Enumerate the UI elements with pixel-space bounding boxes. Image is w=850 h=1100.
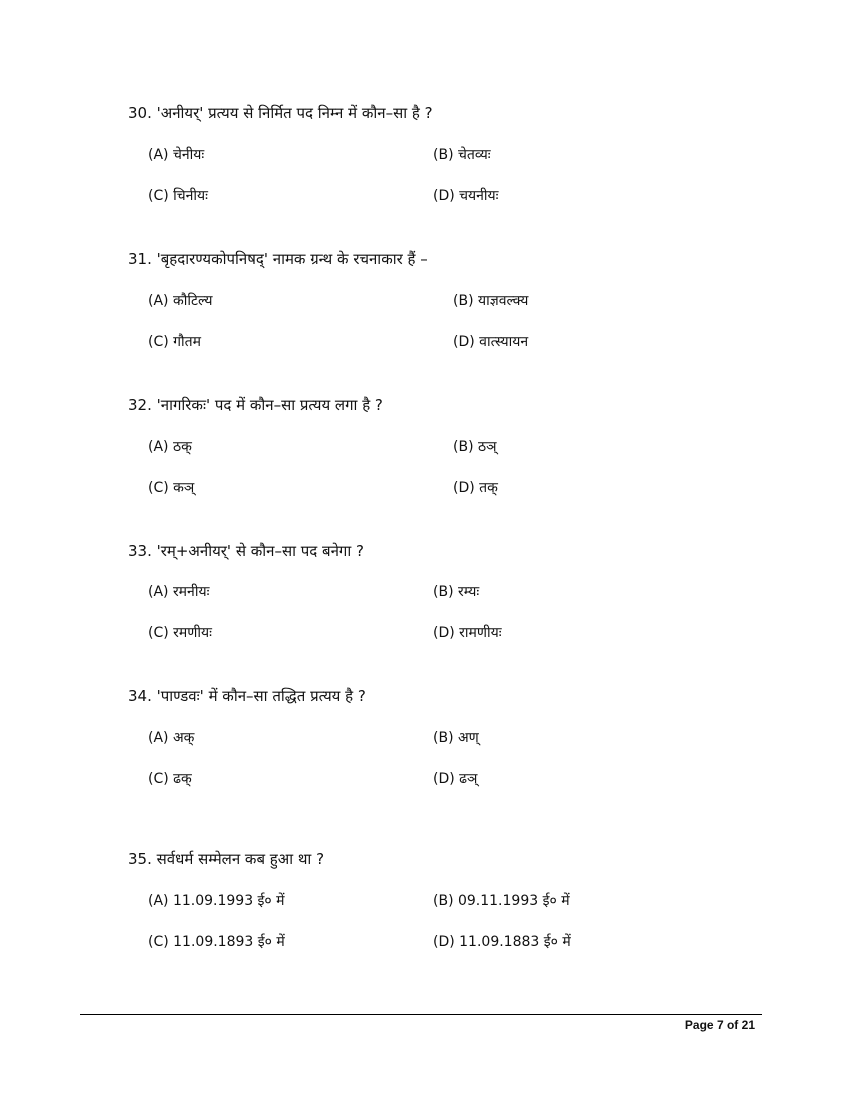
- page-label: Page: [684, 1018, 714, 1032]
- option-d: (D) तक्: [453, 480, 498, 496]
- option-c: (C) रमणीयः: [148, 625, 212, 641]
- option-c: (C) कञ्: [148, 480, 195, 496]
- page-current: 7: [716, 1018, 724, 1032]
- option-d: (D) वात्स्यायन: [453, 334, 529, 350]
- option-b: (B) अण्: [433, 730, 479, 746]
- option-b: (B) रम्यः: [433, 584, 480, 600]
- page-total: 21: [741, 1018, 755, 1032]
- option-c: (C) चिनीयः: [148, 188, 209, 204]
- option-d: (D) चयनीयः: [433, 188, 499, 204]
- option-a: (A) 11.09.1993 ई० में: [148, 893, 285, 909]
- option-d: (D) ढञ्: [433, 771, 478, 787]
- page-number: [685, 1018, 755, 1032]
- option-b: (B) ठञ्: [453, 439, 497, 455]
- question-stem: 35. सर्वधर्म सम्मेलन कब हुआ था ?: [128, 850, 325, 868]
- option-d: (D) 11.09.1883 ई० में: [433, 934, 571, 950]
- question-stem: 33. 'रम्+अनीयर्' से कौन–सा पद बनेगा ?: [128, 542, 364, 560]
- question-stem: 31. 'बृहदारण्यकोपनिषद्' नामक ग्रन्थ के रचनाकार हैं –: [128, 250, 428, 268]
- option-b: (B) याज्ञवल्क्य: [453, 293, 529, 309]
- option-b: (B) 09.11.1993 ई० में: [433, 893, 570, 909]
- question-stem: 32. 'नागरिकः' पद में कौन–सा प्रत्यय लगा है ?: [128, 396, 383, 414]
- option-b: (B) चेतव्यः: [433, 147, 491, 163]
- question-stem: 34. 'पाण्डवः' में कौन–सा तद्धित प्रत्यय है ?: [128, 687, 366, 705]
- option-a: (A) चेनीयः: [148, 147, 205, 163]
- option-a: (A) रमनीयः: [148, 584, 210, 600]
- option-c: (C) ढक्: [148, 771, 192, 787]
- option-a: (A) ठक्: [148, 439, 192, 455]
- option-c: (C) गौतम: [148, 334, 202, 350]
- footer-divider: [80, 1014, 762, 1015]
- question-stem: 30. 'अनीयर्' प्रत्यय से निर्मित पद निम्न में कौन–सा है ?: [128, 104, 433, 122]
- option-a: (A) कौटिल्य: [148, 293, 213, 309]
- option-d: (D) रामणीयः: [433, 625, 502, 641]
- of-label: of: [726, 1018, 739, 1032]
- option-a: (A) अक्: [148, 730, 195, 746]
- option-c: (C) 11.09.1893 ई० में: [148, 934, 285, 950]
